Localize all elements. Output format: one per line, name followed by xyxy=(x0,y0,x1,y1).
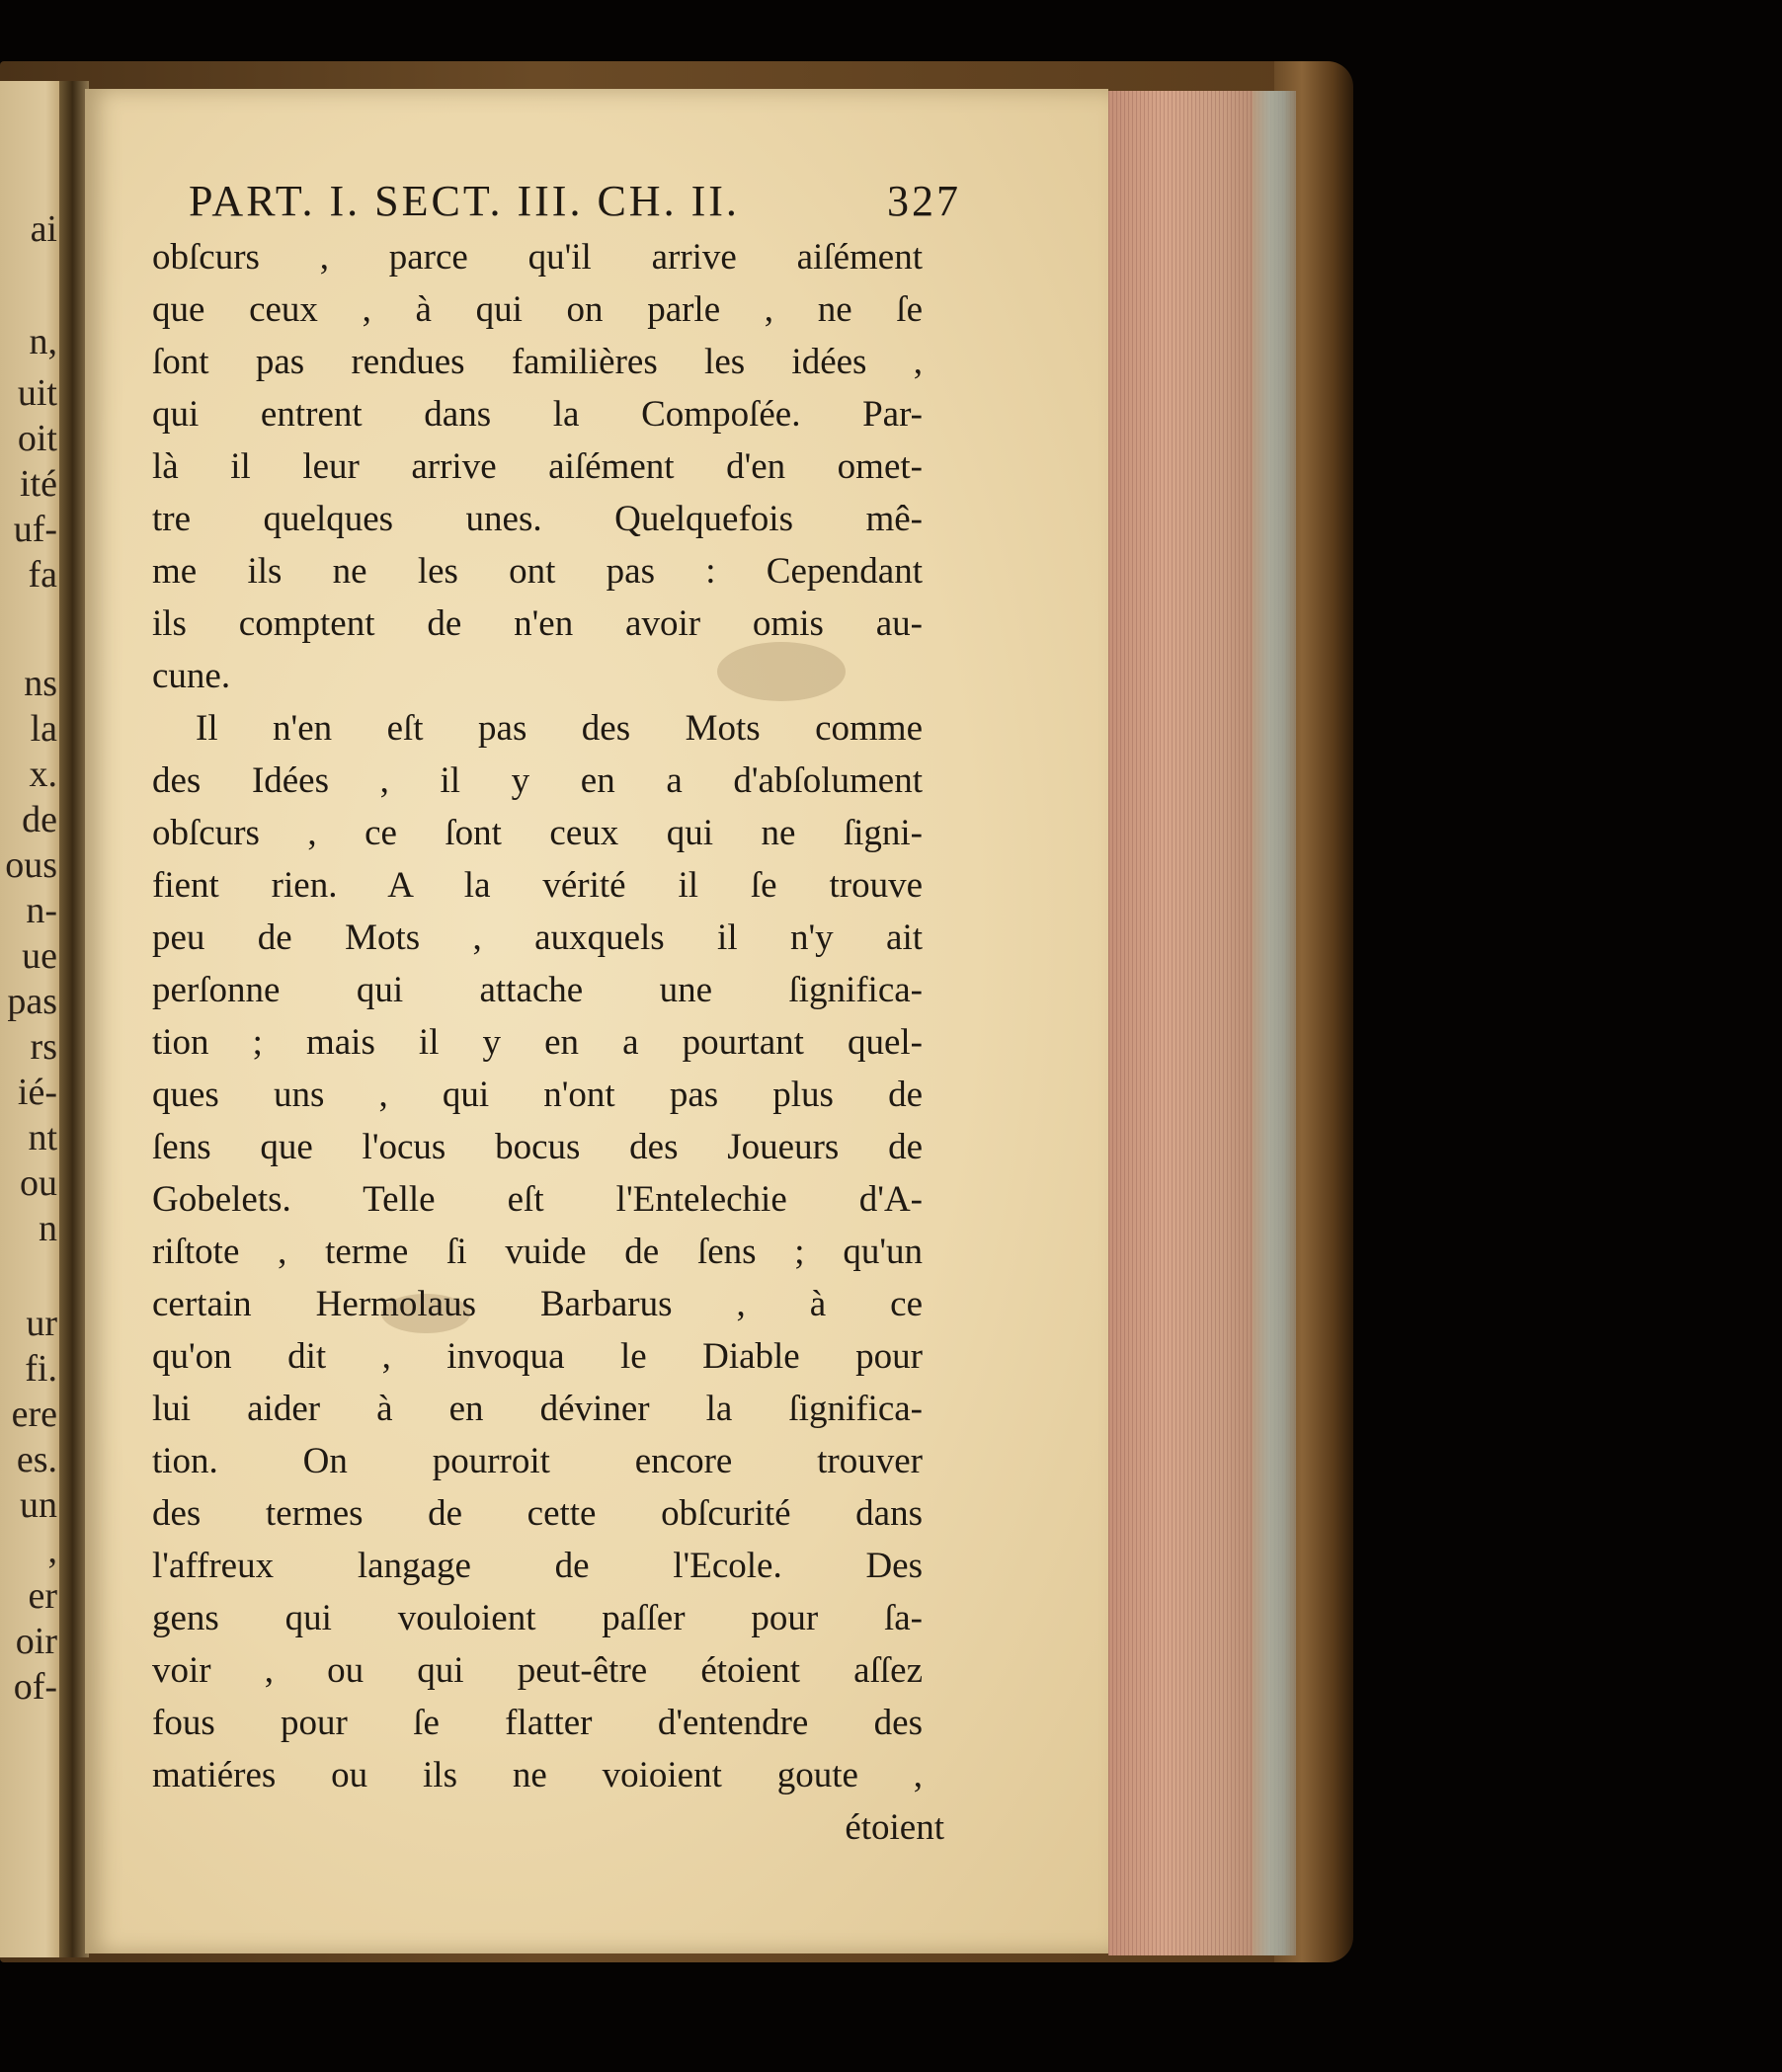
text-line: fient rien. A la vérité il ſe trouve xyxy=(152,865,923,906)
left-page-fragment: un xyxy=(20,1484,57,1526)
left-page-fragment: , xyxy=(47,1530,57,1571)
left-page-fragment: of- xyxy=(13,1666,57,1708)
left-page-fragment: n, xyxy=(29,321,57,362)
text-line: que ceux , à qui on parle , ne ſe xyxy=(152,289,923,330)
left-page-fragment: ous xyxy=(5,844,57,886)
text-line: ques uns , qui n'ont pas plus de xyxy=(152,1075,923,1115)
page-text xyxy=(85,89,1108,1953)
text-line: perſonne qui attache une ſignifica- xyxy=(152,970,923,1010)
running-head-title: PART. I. SECT. III. CH. II. xyxy=(189,177,740,225)
left-page-fragment: la xyxy=(30,708,57,750)
text-line: lui aider à en déviner la ſignifica- xyxy=(152,1389,923,1429)
text-line: là il leur arrive aiſément d'en omet- xyxy=(152,446,923,487)
running-head xyxy=(189,176,961,225)
left-page-fragment: pas xyxy=(7,981,57,1022)
left-page-fragment: ité xyxy=(20,463,57,505)
text-line: fous pour ſe flatter d'entendre des xyxy=(152,1703,923,1743)
text-line: des termes de cette obſcurité dans xyxy=(152,1493,923,1534)
text-line: peu de Mots , auxquels il n'y ait xyxy=(152,917,923,958)
text-line: qui entrent dans la Compoſée. Par- xyxy=(152,394,923,435)
text-line: l'affreux langage de l'Ecole. Des xyxy=(152,1546,923,1586)
text-line: tre quelques unes. Quelquefois mê- xyxy=(152,499,923,539)
left-page-fragment: er xyxy=(28,1575,57,1617)
text-line: ils comptent de n'en avoir omis au- xyxy=(152,603,923,644)
text-line: riſtote , terme ſi vuide de ſens ; qu'un xyxy=(152,1232,923,1272)
page-stack-band xyxy=(1253,91,1296,1955)
left-page-fragment: ié- xyxy=(17,1072,57,1113)
page-number: 327 xyxy=(887,177,961,225)
text-line: des Idées , il y en a d'abſolument xyxy=(152,760,923,801)
text-line: ſens que l'ocus bocus des Joueurs de xyxy=(152,1127,923,1167)
text-line: tion. On pourroit encore trouver xyxy=(152,1441,923,1481)
book-page xyxy=(85,89,1108,1953)
text-line: gens qui vouloient paſſer pour ſa- xyxy=(152,1598,923,1638)
left-page-fragment: oir xyxy=(15,1621,57,1662)
text-line: voir , ou qui peut-être étoient aſſez xyxy=(152,1650,923,1691)
left-page-fragment: de xyxy=(22,799,57,840)
left-page-fragment: rs xyxy=(30,1026,57,1068)
text-line: ſont pas rendues familières les idées , xyxy=(152,342,923,382)
text-line: Il n'en eſt pas des Mots comme xyxy=(196,708,923,749)
left-page-fragment: uit xyxy=(17,372,57,414)
left-page-fragment: oit xyxy=(17,418,57,459)
text-line: matiéres ou ils ne voioient goute , xyxy=(152,1755,923,1795)
text-line: certain Hermolaus Barbarus , à ce xyxy=(152,1284,923,1324)
left-page-fragment: ur xyxy=(26,1303,57,1344)
left-page-fragment: ai xyxy=(30,208,57,250)
left-page-fragment: ns xyxy=(24,663,57,704)
left-page-fragment: uf- xyxy=(13,509,57,550)
text-line: obſcurs , parce qu'il arrive aiſément xyxy=(152,237,923,278)
left-page-fragment: n- xyxy=(26,890,57,931)
left-facing-page xyxy=(0,81,65,1957)
left-page-fragment: x. xyxy=(29,754,57,795)
text-line: me ils ne les ont pas : Cependant xyxy=(152,551,923,592)
text-line: Gobelets. Telle eſt l'Entelechie d'A- xyxy=(152,1179,923,1220)
left-page-fragment: ere xyxy=(11,1394,57,1435)
left-page-fragment: es. xyxy=(16,1439,57,1480)
text-line: tion ; mais il y en a pourtant quel- xyxy=(152,1022,923,1063)
left-page-fragment: n xyxy=(39,1208,57,1249)
text-line: obſcurs , ce ſont ceux qui ne ſigni- xyxy=(152,813,923,853)
left-page-fragment: nt xyxy=(28,1117,57,1158)
left-page-fragment: ou xyxy=(20,1162,57,1204)
left-page-fragment: fa xyxy=(28,554,57,596)
catchword: étoient xyxy=(845,1807,944,1848)
left-page-fragment: ue xyxy=(22,935,57,977)
text-line: qu'on dit , invoqua le Diable pour xyxy=(152,1336,923,1377)
left-page-fragment: fi. xyxy=(25,1348,57,1390)
text-line: cune. xyxy=(152,656,231,696)
